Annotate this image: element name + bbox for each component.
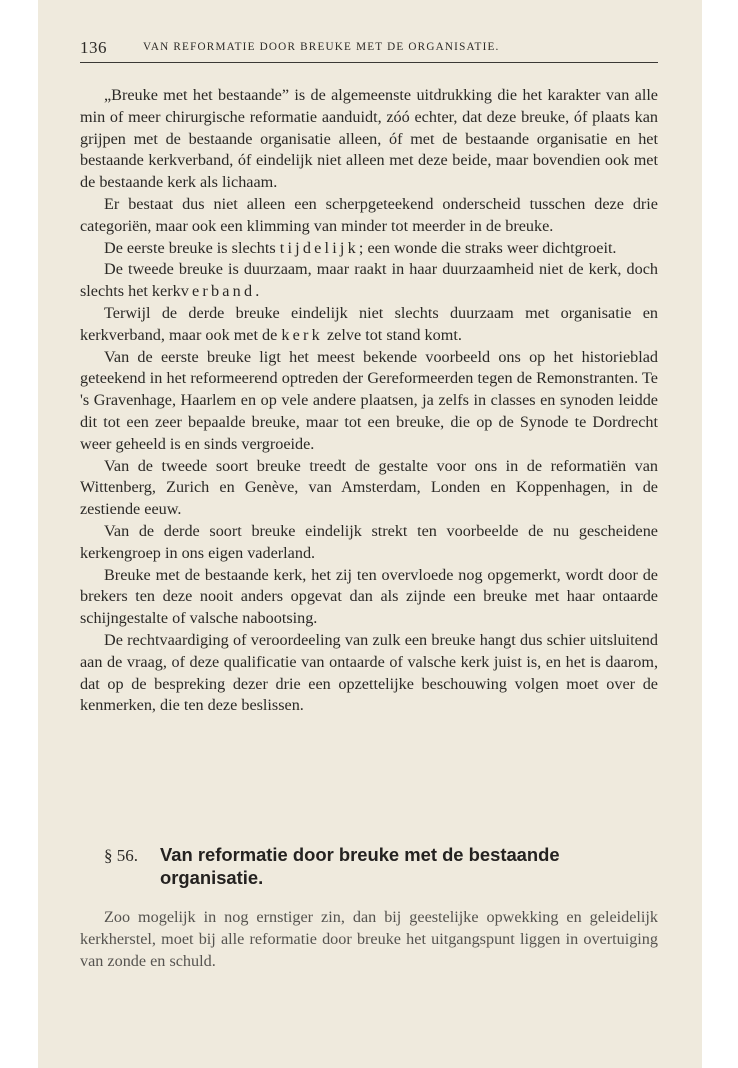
paragraph-8: Van de derde soort breuke eindelijk strekt ten voorbeelde de nu gescheidene kerkengroep in ons eigen vaderland. <box>80 521 658 562</box>
paragraph-3-end: ; een wonde die straks weer dichtgroeit. <box>358 238 617 257</box>
paragraph-7: Van de tweede soort breuke treedt de gestalte voor ons in de reformatiën van Wittenberg, Zurich en Genève, van Amsterdam, Londen en Koppenhagen, in de zestiende eeuw. <box>80 456 658 519</box>
paragraph-1: „Breuke met het bestaande” is de algemeenste uitdrukking die het karakter van alle min of meer chirurgische reformatie aanduidt, zóó echter, dat deze breuke, óf plaats kan grijpen met de bestaande organisatie alleen, óf met de bestaande organisatie en het bestaande kerkverband, óf eindelijk niet alleen met deze beide, maar bovendien ook met de bestaande kerk als lichaam. <box>80 86 658 192</box>
paragraph-9: Breuke met de bestaande kerk, het zij ten overvloede nog opgemerkt, wordt door de brekers ten deze nooit anders opgevat dan als zijnde een breuke met haar ontaarde schijngestalte of valsche nabootsing. <box>80 565 658 628</box>
page-number: 136 <box>80 38 107 57</box>
book-page <box>38 0 702 1068</box>
paragraph-5 <box>80 303 658 347</box>
running-title: VAN REFORMATIE DOOR BREUKE MET DE ORGANISATIE. <box>143 41 500 53</box>
spaced-word-kerk: kerk <box>281 325 323 344</box>
paragraph-6: Van de eerste breuke ligt het meest bekende voorbeeld ons op het historieblad geteekend in het reformeerend optreden der Gereformeerden tegen de Remonstranten. Te 's Gravenhage, Haarlem en op vele andere plaatsen, ja zelfs in classes en synoden leidde dit tot een zeer bepaalde breuke, maar tot een breuke, die op de Synode te Dordrecht weer geheeld is en sinds vergroeide. <box>80 347 658 453</box>
paragraph-10: De rechtvaardiging of veroordeeling van zulk een breuke hangt dus schier uitsluitend aan de vraag, of deze qualificatie van ontaarde of valsche kerk juist is, en het is daarom, dat op de bespreking dezer drie een opzettelijke beschouwing volgen moet over de kenmerken, die ten deze beslissen. <box>80 630 658 715</box>
paragraph-3-start: De eerste breuke is slechts <box>104 238 280 257</box>
paragraph-2: Er bestaat dus niet alleen een scherpgeteekend onderscheid tusschen deze drie categoriën, maar ook een klimming van minder tot meerder in de breuke. <box>80 194 658 235</box>
paragraph-3 <box>80 238 658 260</box>
paragraph-4-start: De tweede breuke is duurzaam, maar raakt in haar duurzaamheid niet de kerk, doch slechts het kerk <box>80 260 658 301</box>
paragraph-4-end: . <box>255 282 260 301</box>
paragraph-5-start: Terwijl de derde breuke eindelijk niet slechts duurzaam met organisatie en kerkverband, maar ook met de <box>80 303 658 344</box>
paragraph-4 <box>80 259 658 303</box>
section-number: § 56. <box>104 846 138 865</box>
spaced-word-verband: verband <box>180 282 256 301</box>
section-paragraph-1: Zoo mogelijk in nog ernstiger zin, dan bij geestelijke opwekking en geleidelijk kerkherstel, moet bij alle reformatie door breuke het uitgangspunt liggen in overtuiging van zonde en schuld. <box>80 908 658 970</box>
section-text <box>80 907 658 972</box>
paragraph-5-end: zelve tot stand komt. <box>322 325 462 344</box>
spaced-word-tijdelijk: tijdelijk <box>279 238 359 257</box>
running-header <box>80 38 658 63</box>
section-title: Van reformatie door breuke met de bestaande organisatie. <box>160 844 560 888</box>
main-text <box>80 85 658 717</box>
